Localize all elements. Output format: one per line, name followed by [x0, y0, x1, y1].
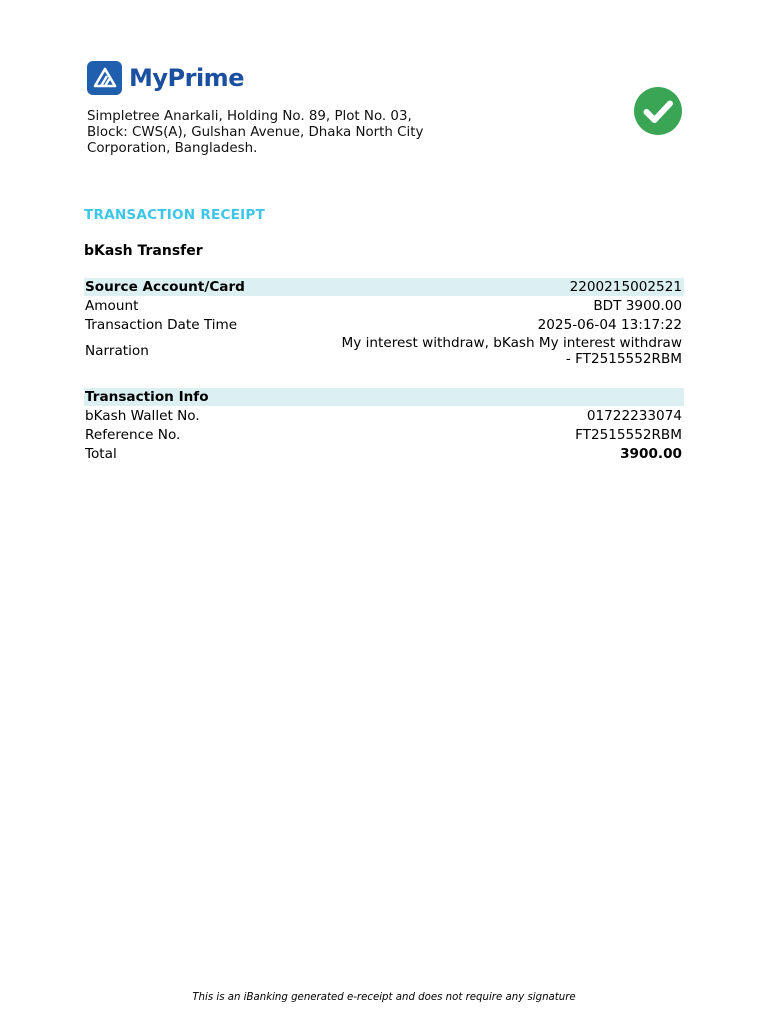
- source-details-table: [84, 278, 684, 368]
- table-row: [84, 296, 684, 315]
- table-row: [84, 425, 684, 444]
- table-header-row: [84, 388, 684, 406]
- narration-value: [277, 334, 684, 368]
- datetime-label: Transaction Date Time: [85, 316, 238, 333]
- narration-label: Narration: [85, 343, 149, 359]
- reference-value: FT2515552RBM: [575, 426, 682, 443]
- source-account-value: 2200215002521: [277, 278, 684, 296]
- total-label: Total: [85, 445, 117, 462]
- table-header-row: [84, 278, 684, 296]
- table-row: [84, 406, 684, 425]
- brand-logo-icon: [87, 61, 122, 95]
- datetime-value: 2025-06-04 13:17:22: [537, 316, 682, 333]
- footer-note: This is an iBanking generated e-receipt and does not require any signature: [192, 992, 576, 1003]
- table-row: [84, 334, 684, 368]
- wallet-value: 01722233074: [586, 407, 682, 424]
- narration-line-1: My interest withdraw, bKash My interest withdraw: [341, 335, 682, 351]
- transaction-info-spacer: [405, 388, 684, 406]
- amount-value: BDT 3900.00: [593, 297, 682, 314]
- receipt-title: TRANSACTION RECEIPT: [84, 207, 266, 223]
- transaction-info-label: Transaction Info: [84, 388, 405, 406]
- table-row: [84, 444, 684, 463]
- source-account-label: Source Account/Card: [84, 278, 277, 296]
- brand-logo: [87, 61, 244, 95]
- table-row: [84, 315, 684, 334]
- brand-name: MyPrime: [129, 64, 244, 92]
- transaction-info-table: [84, 388, 684, 463]
- reference-label: Reference No.: [85, 426, 181, 443]
- wallet-label: bKash Wallet No.: [85, 407, 200, 424]
- check-circle-icon: [634, 87, 682, 135]
- bank-address: Simpletree Anarkali, Holding No. 89, Plot No. 03, Block: CWS(A), Gulshan Avenue, Dhaka North City Corporation, Bangladesh.: [87, 109, 424, 156]
- transaction-type: bKash Transfer: [84, 243, 203, 259]
- amount-label: Amount: [85, 297, 139, 314]
- total-value: 3900.00: [620, 445, 682, 462]
- narration-line-2: - FT2515552RBM: [565, 351, 682, 367]
